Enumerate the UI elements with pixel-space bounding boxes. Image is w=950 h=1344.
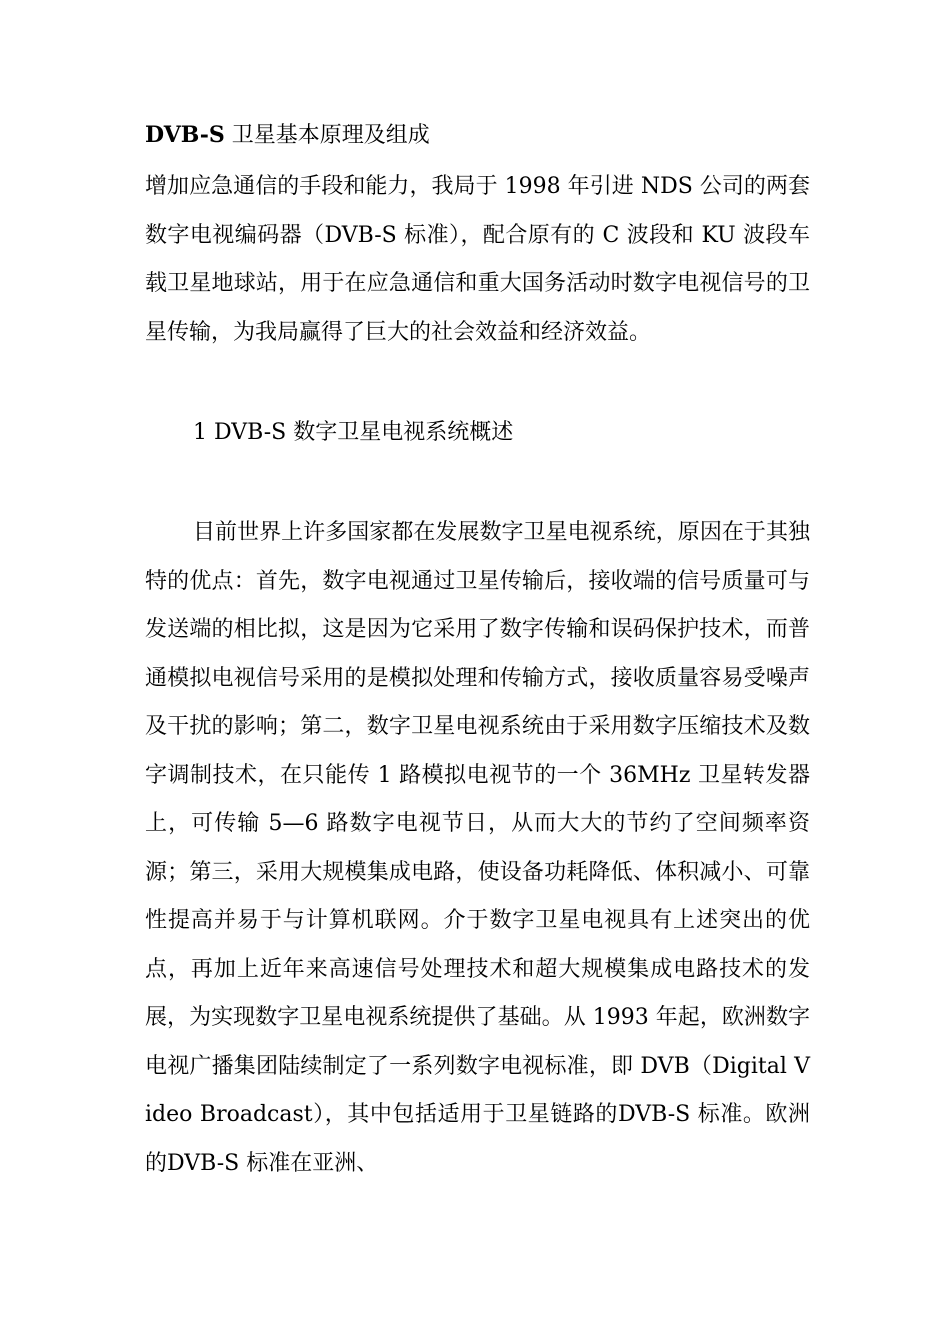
- title-bold-part: DVB-S: [145, 122, 225, 148]
- section-heading: 1 DVB-S 数字卫星电视系统概述: [193, 420, 514, 445]
- body-paragraph: 目前世界上许多国家都在发展数字卫星电视系统，原因在于其独特的优点：首先，数字电视通过卫星传输后，接收端的信号质量可与发送端的相比拟，这是因为它采用了数字传输和误码保护技术，而普通模拟电视信号采用的是模拟处理和传输方式，接收质量容易受噪声及干扰的影响；第二，数字卫星电视系统由于采用数字压缩技术及数字调制技术，在只能传 1 路模拟电视节的一个 36MHz 卫星转发器上，可传输 5—6 路数字电视节日，从而大大的节约了空间频率资源；第三，采用大规模集成电路，使设备功耗降低、体积减小、可靠性提高并易于与计算机联网。介于数字卫星电视具有上述突出的优点，再加上近年来高速信号处理技术和超大规模集成电路技术的发展，为实现数字卫星电视系统提供了基础。从 1993 年起，欧洲数字电视广播集团陆续制定了一系列数字电视标准，即 DVB（Digital Video Broadcast），其中包括适用于卫星链路的DVB-S 标准。欧洲的DVB-S 标准在亚洲、: [145, 520, 810, 1176]
- title-rest-part: 卫星基本原理及组成: [224, 123, 430, 148]
- document-title: [145, 119, 430, 152]
- intro-paragraph: 增加应急通信的手段和能力，我局于 1998 年引进 NDS 公司的两套数字电视编码器（DVB-S 标准），配合原有的 C 波段和 KU 波段车载卫星地球站，用于在应急通信和重大国务活动时数字电视信号的卫星传输，为我局赢得了巨大的社会效益和经济效益。: [145, 174, 810, 345]
